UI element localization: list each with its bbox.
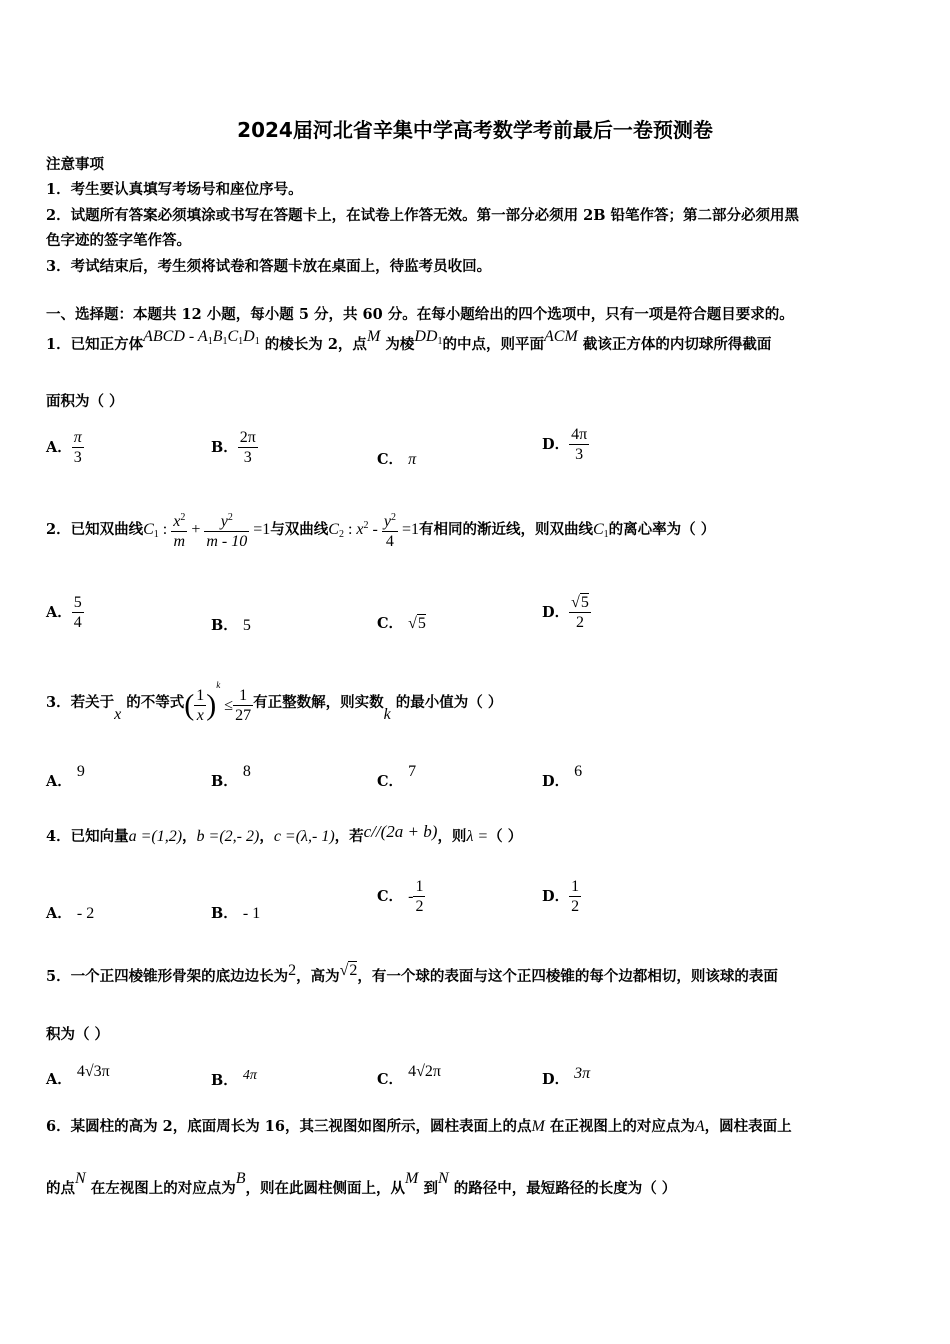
q4-vector-c: c =(λ,- 1) — [273, 828, 335, 845]
q6-text-8: 的路径中，最短路径的长度为（ ） — [453, 1180, 677, 1197]
notice-item-1: 1．考生要认真填写考场号和座位序号。 — [46, 181, 303, 198]
q2-text-4: 的离心率为（ ） — [608, 521, 716, 538]
q3-var-k: k — [383, 706, 391, 723]
q3-text-1: 3．若关于 — [46, 694, 115, 711]
q5-text-4: 积为（ ） — [46, 1026, 110, 1043]
notice-item-2: 2．试题所有答案必须填涂或书写在答题卡上，在试卷上作答无效。第一部分必须用 2B 铅笔作答；第二部分必须用黑 — [46, 207, 800, 224]
q6-text-7: 到 — [423, 1180, 438, 1197]
q4-text-1: 4．已知向量 — [46, 828, 129, 845]
q2-text-2: 与双曲线 — [270, 521, 329, 538]
q2-text-3: 有相同的渐近线，则双曲线 — [418, 521, 593, 538]
question-6 — [46, 1115, 792, 1136]
q5-height: √2 — [339, 962, 358, 979]
q1-option-a[interactable]: A． $\frac{\pi}{3}$ — [46, 429, 82, 466]
q1-option-d[interactable]: D． $\frac{4\pi}{3}$ — [542, 426, 588, 463]
q5-option-a[interactable]: A． 4√3π — [46, 1063, 110, 1088]
q6-text-6: ，则在此圆柱侧面上，从 — [245, 1180, 406, 1197]
q1-text-5: 截该正方体的内切球所得截面 — [582, 336, 772, 353]
q4-option-d[interactable]: D． $\frac{1}{2}$ — [542, 878, 580, 915]
q6-point-n: N — [75, 1170, 86, 1187]
q1-option-b[interactable]: B． $\frac{2\pi}{3}$ — [211, 429, 256, 466]
q4-text-3: ，则 — [437, 828, 467, 845]
question-5 — [46, 962, 778, 986]
q2-curve-c1: $C_1$ : $\frac{x^2}{m}$ + $\frac{y^2}{m - 10}$ =1 — [143, 512, 271, 550]
page-title: 2024届河北省辛集中学高考数学考前最后一卷预测卷 — [237, 118, 713, 142]
q2-curve-c2: $C_2$ : $x^2$ - $\frac{y^2}{4}$ =1 — [328, 512, 419, 550]
q4-option-b[interactable]: B． - 1 — [211, 905, 261, 922]
question-3 — [46, 680, 502, 725]
question-1 — [46, 328, 771, 354]
notice-item-3: 3．考试结束后，考生须将试卷和答题卡放在桌面上，待监考员收回。 — [46, 258, 492, 275]
q4-option-c[interactable]: C． - $\frac{1}{2}$ — [377, 878, 424, 915]
q6-point-n-2: N — [437, 1170, 449, 1187]
q6-text-1: 6．某圆柱的高为 2，底面周长为 16，其三视图如图所示，圆柱表面上的点 — [46, 1118, 532, 1135]
q3-text-4: 的最小值为（ ） — [395, 694, 503, 711]
q4-condition: c//(2a + b) — [363, 822, 438, 841]
q6-point-m: M — [531, 1118, 545, 1135]
q6-text-5: 在左视图上的对应点为 — [90, 1180, 236, 1197]
q1-option-c[interactable]: C． π — [377, 451, 417, 468]
q3-option-b[interactable]: B． 8 — [211, 763, 251, 790]
q5-text-3: ，有一个球的表面与这个正四棱锥的每个边都相切，则该球的表面 — [357, 968, 778, 985]
q3-var-x: x — [114, 706, 122, 723]
q2-option-d[interactable]: D． $\frac{√5}{2}$ — [542, 594, 589, 631]
q3-text-3: 有正整数解，则实数 — [253, 694, 384, 711]
q5-base: 2 — [288, 962, 297, 979]
q5-option-c[interactable]: C． 4√2π — [377, 1063, 441, 1088]
q3-option-d[interactable]: D． 6 — [542, 763, 583, 790]
section-heading: 一、选择题：本题共 12 小题，每小题 5 分，共 60 分。在每小题给出的四个选项中，只有一项是符合题目要求的。 — [46, 306, 794, 323]
q6-point-b: B — [235, 1170, 246, 1187]
q4-option-a[interactable]: A． - 2 — [46, 905, 95, 922]
q1-text-6: 面积为（ ） — [46, 393, 124, 410]
q5-text-1: 5．一个正四棱锥形骨架的底边边长为 — [46, 968, 289, 985]
q1-text-4: 的中点，则平面 — [442, 336, 544, 353]
q6-text-4: 的点 — [46, 1180, 75, 1197]
q4-vector-b: b =(2,- 2) — [196, 828, 260, 845]
q4-lambda: λ = — [466, 828, 489, 845]
q1-text-1: 1．已知正方体 — [46, 336, 144, 353]
q2-option-a[interactable]: A． $\frac{5}{4}$ — [46, 594, 82, 631]
q6-point-a: A — [694, 1118, 705, 1135]
q3-option-c[interactable]: C． 7 — [377, 763, 417, 790]
q5-option-b[interactable]: B． 4π — [211, 1068, 257, 1089]
q5-option-d[interactable]: D． 3π — [542, 1065, 591, 1088]
question-6-cont — [46, 1170, 676, 1198]
q1-text-2: 的棱长为 2，点 — [264, 336, 367, 353]
q3-option-a[interactable]: A． 9 — [46, 763, 85, 790]
q4-text-2: ，若 — [334, 828, 364, 845]
q4-vector-a: a =(1,2) — [128, 828, 183, 845]
q6-text-2: 在正视图上的对应点为 — [549, 1118, 695, 1135]
q1-edge: $DD_1$ — [414, 328, 443, 347]
notice-heading: 注意事项 — [46, 156, 104, 173]
q1-plane: ACM — [543, 328, 578, 345]
q6-point-m-2: M — [405, 1170, 419, 1187]
q6-text-3: ，圆柱表面上 — [704, 1118, 792, 1135]
notice-item-2-cont: 色字迹的签字笔作答。 — [46, 232, 191, 249]
q3-inequality: ( $\frac{1}{x}$ )$^k$ ≤ $\frac{1}{27}$ — [184, 680, 252, 724]
q1-cube-formula: ABCD - $A_1B_1C_1D_1$ — [143, 328, 260, 347]
q1-point-m: M — [366, 328, 381, 345]
q5-text-2: ，高为 — [296, 968, 340, 985]
q1-text-3: 为棱 — [385, 336, 415, 353]
q2-option-c[interactable]: C． √5 — [377, 615, 426, 632]
question-4: 4．已知向量a =(1,2)，b =(2,- 2)，c =(λ,- 1)，若c//(2a + b)，则λ =（ ） — [46, 822, 523, 845]
q4-text-4: （ ） — [488, 828, 523, 845]
q2-text-1: 2．已知双曲线 — [46, 521, 144, 538]
q2-option-b[interactable]: B． 5 — [211, 617, 251, 634]
question-2: 2．已知双曲线$C_1$ : $\frac{x^2}{m}$ + $\frac{y^2}{m - 10}$ =1与双曲线$C_2$ : $x^2$ - $\frac{y^2}{4}$ =1有相同的渐近线，则双曲线$C_1$的离心率为（ ） — [46, 508, 715, 551]
q3-text-2: 的不等式 — [126, 694, 185, 711]
